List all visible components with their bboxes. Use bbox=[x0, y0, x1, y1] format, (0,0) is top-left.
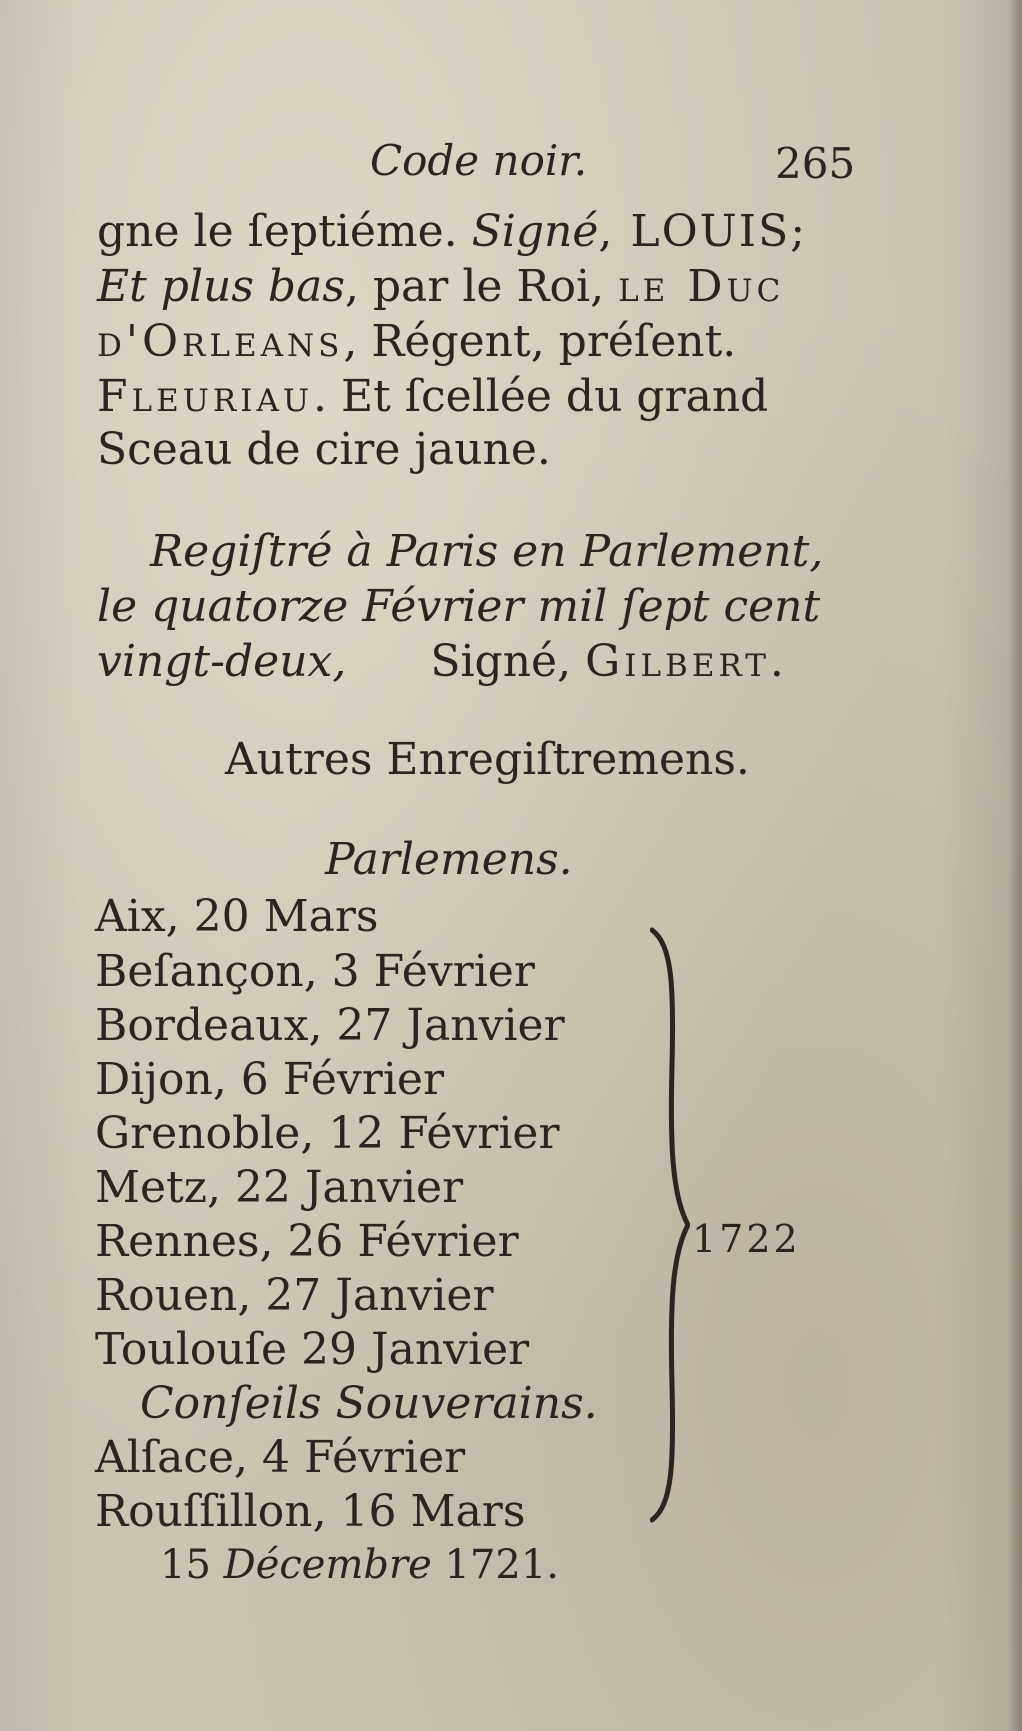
list-item: Rennes, 26 Février bbox=[95, 1216, 519, 1267]
conseils-heading: Conſeils Souverains. bbox=[140, 1378, 598, 1429]
closing-date bbox=[160, 1542, 560, 1588]
title-orleans: d'Orleans bbox=[97, 316, 344, 367]
text-run: , par le Roi, bbox=[344, 261, 619, 312]
list-item: Metz, 22 Janvier bbox=[95, 1162, 464, 1213]
name-gilbert: Gilbert. bbox=[585, 636, 788, 687]
parlemens-heading: Parlemens. bbox=[325, 834, 573, 885]
registration-line-3 bbox=[97, 636, 788, 687]
text-run: Et plus bas bbox=[97, 261, 345, 312]
list-item: Toulouſe 29 Janvier bbox=[95, 1324, 530, 1375]
signature-line-3 bbox=[97, 316, 737, 367]
king-name: , LOUIS; bbox=[598, 206, 808, 257]
text-run: , Régent, préſent. bbox=[343, 316, 737, 367]
list-item: Aix, 20 Mars bbox=[95, 891, 379, 942]
text-run: vingt-deux, bbox=[97, 636, 347, 687]
text-run: . Et ſcellée du grand bbox=[312, 371, 769, 422]
list-item: Grenoble, 12 Février bbox=[95, 1108, 560, 1159]
signature-line-4 bbox=[97, 371, 769, 422]
page-edge-shadow bbox=[1008, 0, 1022, 1731]
signature-line-2 bbox=[97, 261, 785, 312]
signed-word: Signé bbox=[471, 206, 599, 257]
registration-line-2: le quatorze Février mil ſept cent bbox=[97, 581, 821, 632]
title-duc: le Duc bbox=[618, 261, 785, 312]
page-number: 265 bbox=[775, 139, 856, 188]
text-run: gne le ſeptiéme. bbox=[97, 206, 472, 257]
signature-line-5: Sceau de cire jaune. bbox=[97, 424, 551, 475]
name-fleuriau: Fleuriau bbox=[97, 371, 313, 422]
registration-line-1: Regiſtré à Paris en Parlement, bbox=[150, 526, 824, 577]
list-item: Rouſſillon, 16 Mars bbox=[95, 1486, 526, 1537]
list-item: Beſançon, 3 Février bbox=[95, 946, 535, 997]
year-label: 1722 bbox=[692, 1217, 801, 1261]
month-word: Décembre bbox=[223, 1542, 432, 1588]
list-item: Dijon, 6 Février bbox=[95, 1054, 444, 1105]
text-run: 15 bbox=[160, 1542, 224, 1588]
list-item: Rouen, 27 Janvier bbox=[95, 1270, 494, 1321]
signature-line-1 bbox=[97, 206, 808, 257]
text-run: Signé, bbox=[430, 636, 586, 687]
list-item: Bordeaux, 27 Janvier bbox=[95, 1000, 565, 1051]
list-item: Alſace, 4 Février bbox=[95, 1432, 466, 1483]
text-run: 1721. bbox=[431, 1542, 560, 1588]
section-heading: Autres Enregiſtremens. bbox=[225, 734, 750, 785]
running-title: Code noir. bbox=[370, 136, 588, 185]
curly-brace-icon bbox=[650, 925, 690, 1525]
